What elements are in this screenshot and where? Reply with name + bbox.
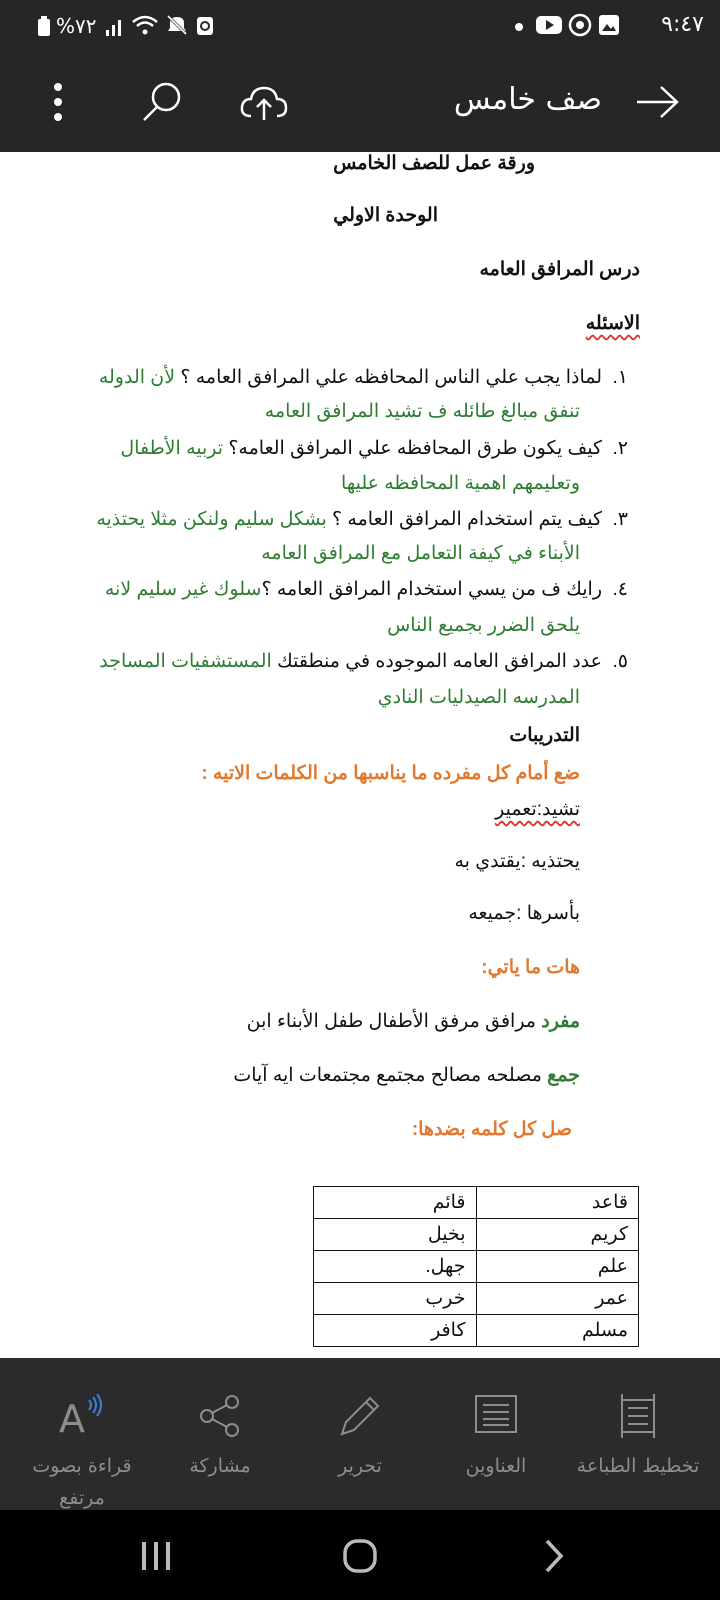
back-nav-button[interactable] xyxy=(524,1530,584,1582)
toolbar-label: تخطيط الطباعة xyxy=(576,1455,700,1477)
read-aloud-icon xyxy=(57,1394,107,1438)
plural-row: جمع مصلحه مصالح مجتمع مجتمعات ايه آيات xyxy=(233,1065,580,1086)
unit-title: الوحدة الاولي xyxy=(333,205,438,226)
exercise-3-instruction: صل كل كلمه بضدها: xyxy=(411,1119,572,1140)
answer-5-cont: المدرسه الصيدليات النادي xyxy=(377,687,580,708)
vocab-item-1: تشيد:تعمير xyxy=(495,799,580,820)
more-vert-icon xyxy=(52,82,64,122)
word-cell: مسلم xyxy=(476,1315,639,1347)
gallery-icon xyxy=(598,14,620,36)
question-1: ١. لماذا يجب علي الناس المحافظه علي المرافق العامه ؟ لأن الدوله xyxy=(98,367,628,388)
answer-1-cont: تنفق مبالغ طائله ف تشيد المرافق العامه xyxy=(264,401,580,422)
home-icon xyxy=(342,1538,378,1574)
answer-3-cont: الأبناء في كيفة التعامل مع المرافق العامه xyxy=(261,543,580,564)
answer-2-cont: وتعليمهم اهمية المحافظه عليها xyxy=(341,473,580,494)
singular-row: مفرد مرافق مرفق الأطفال طفل الأبناء ابن xyxy=(246,1011,580,1032)
document-page[interactable] xyxy=(0,152,720,1358)
questions-heading: الاسئله xyxy=(585,313,640,334)
wifi-icon xyxy=(132,14,158,36)
vocab-item-3: بأسرها :جميعه xyxy=(468,903,580,924)
headings-button[interactable] xyxy=(424,1358,568,1510)
table-row xyxy=(314,1187,639,1219)
question-2: ٢. كيف يكون طرق المحافظه علي المرافق العامه؟ تربيه الأطفال xyxy=(120,438,628,459)
exercise-1-instruction: ضع أمام كل مفرده ما يناسبها من الكلمات الاتيه : xyxy=(201,763,580,784)
app-bar xyxy=(0,52,720,152)
opposite-cell: جهل. xyxy=(314,1251,477,1283)
opposite-cell: بخيل xyxy=(314,1219,477,1251)
word-cell: قاعد xyxy=(476,1187,639,1219)
opposite-cell: خرب xyxy=(314,1283,477,1315)
vocab-item-2: يحتذيه :يقتدي به xyxy=(454,851,580,872)
recent-apps-button[interactable] xyxy=(126,1530,186,1582)
exercises-heading: التدريبات xyxy=(509,725,580,746)
toolbar-label: مشاركة xyxy=(189,1455,251,1477)
battery-percent: %٧٢ xyxy=(56,14,97,38)
table-row xyxy=(314,1219,639,1251)
table-row xyxy=(314,1251,639,1283)
svg-text:A: A xyxy=(59,1397,85,1438)
system-nav-bar xyxy=(0,1510,720,1600)
opposite-cell: كافر xyxy=(314,1315,477,1347)
worksheet-title: ورقة عمل للصف الخامس xyxy=(333,153,535,174)
document-title: صف خامس xyxy=(453,82,602,117)
opposite-cell: قائم xyxy=(314,1187,477,1219)
opposites-table xyxy=(313,1186,639,1347)
share-button[interactable] xyxy=(148,1358,292,1510)
youtube-icon xyxy=(536,14,562,36)
arrow-right-icon xyxy=(635,84,681,120)
dot-icon xyxy=(514,22,524,32)
status-bar xyxy=(0,0,720,52)
status-time: ٩:٤٧ xyxy=(661,12,704,37)
edit-button[interactable] xyxy=(288,1358,432,1510)
share-icon xyxy=(198,1394,242,1438)
mute-icon xyxy=(166,14,188,36)
toolbar-label: تحرير xyxy=(338,1455,382,1477)
cloud-upload-icon xyxy=(239,82,289,122)
recycle-icon xyxy=(196,14,214,36)
exercise-2-instruction: هات ما ياتي: xyxy=(481,957,580,978)
word-cell: علم xyxy=(476,1251,639,1283)
home-button[interactable] xyxy=(330,1530,390,1582)
table-row xyxy=(314,1283,639,1315)
battery-icon xyxy=(38,16,54,36)
read-aloud-button[interactable] xyxy=(10,1358,154,1510)
print-layout-button[interactable] xyxy=(566,1358,710,1510)
headings-icon xyxy=(474,1394,518,1434)
table-row xyxy=(314,1315,639,1347)
question-3: ٣. كيف يتم استخدام المرافق العامه ؟ بشكل سليم ولنكن مثلا يحتذيه xyxy=(96,509,628,530)
whatsapp-icon xyxy=(568,13,592,37)
more-options-button[interactable] xyxy=(30,74,86,130)
question-4: ٤. رايك ف من يسي استخدام المرافق العامه ؟سلوك غير سليم لانه xyxy=(104,579,628,600)
recent-apps-icon xyxy=(140,1541,172,1571)
word-cell: عمر xyxy=(476,1283,639,1315)
toolbar-label: العناوين xyxy=(465,1455,527,1477)
lesson-title: درس المرافق العامه xyxy=(479,259,640,280)
pencil-icon xyxy=(338,1394,382,1438)
word-cell: كريم xyxy=(476,1219,639,1251)
question-5: ٥. عدد المرافق العامه الموجوده في منطقتك المستشفيات المساجد xyxy=(99,651,628,672)
search-button[interactable] xyxy=(134,74,190,130)
chevron-right-icon xyxy=(543,1538,565,1574)
bottom-toolbar xyxy=(0,1358,720,1510)
upload-button[interactable] xyxy=(236,74,292,130)
print-layout-icon xyxy=(616,1394,660,1438)
back-button[interactable] xyxy=(630,74,686,130)
toolbar-label: قراءة بصوت مرتفع xyxy=(32,1455,132,1509)
signal-icon xyxy=(106,16,128,36)
search-icon xyxy=(140,80,184,124)
answer-4-cont: يلحق الضرر بجميع الناس xyxy=(387,615,580,636)
